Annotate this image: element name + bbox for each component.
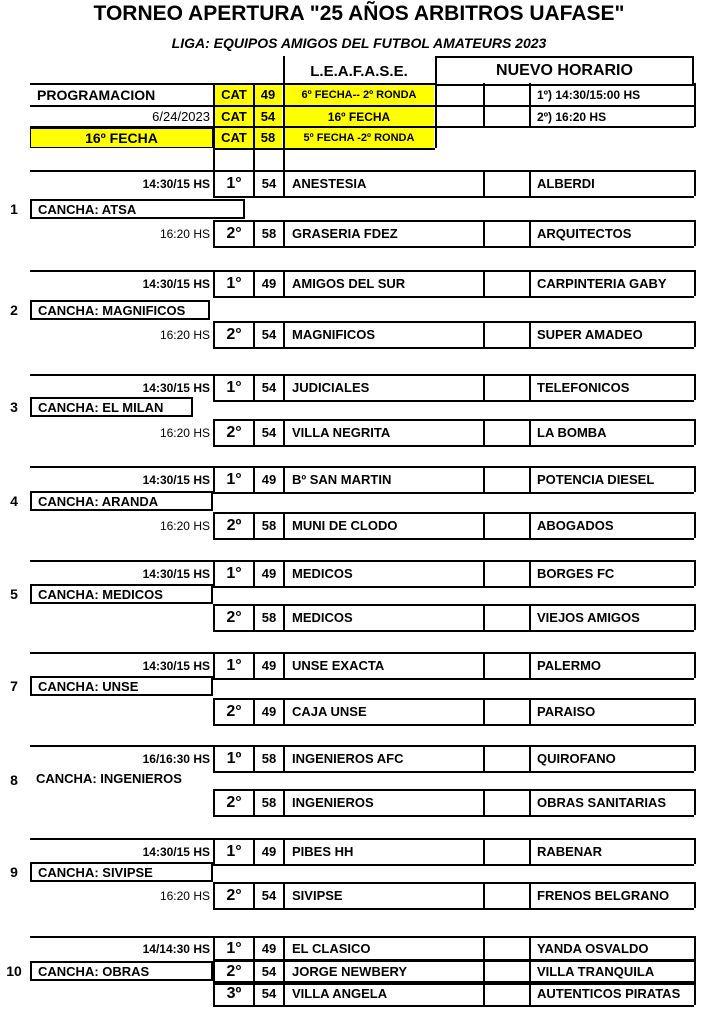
away-team: VILLA TRANQUILA [537, 964, 655, 979]
new-schedule-label: NUEVO HORARIO [496, 62, 633, 79]
match-category: 49 [261, 704, 277, 719]
home-team: AMIGOS DEL SUR [292, 276, 406, 291]
cat-number: 58 [254, 128, 282, 148]
match-category: 49 [261, 941, 277, 956]
match-time: 14:30/15 HS [142, 381, 210, 395]
programacion-label: PROGRAMACION [37, 87, 156, 103]
home-team: VILLA NEGRITA [292, 425, 391, 440]
match-category: 54 [261, 425, 277, 440]
away-team: ABOGADOS [537, 518, 614, 533]
away-team: CARPINTERIA GABY [537, 276, 667, 291]
field-number: 7 [10, 678, 18, 694]
cancha-label: CANCHA: SIVIPSE [30, 862, 213, 882]
match-order: 2º [226, 517, 242, 534]
match-order: 1° [226, 657, 242, 674]
cancha-label: CANCHA: EL MILAN [30, 397, 193, 417]
match-category: 58 [261, 751, 277, 766]
cat-description: 16º FECHA [284, 107, 434, 127]
match-category: 54 [261, 964, 277, 979]
cancha-label: CANCHA: UNSE [30, 676, 213, 696]
home-team: MEDICOS [292, 610, 353, 625]
cancha-label: CANCHA: ARANDA [30, 491, 213, 511]
match-time: 14:30/15 HS [142, 277, 210, 291]
home-team: ANESTESIA [292, 176, 367, 191]
match-category: 58 [261, 610, 277, 625]
match-order: 2° [226, 963, 242, 980]
home-team: MEDICOS [292, 566, 353, 581]
cat-description: 5º FECHA -2º RONDA [284, 128, 434, 148]
away-team: RABENAR [537, 844, 602, 859]
match-order: 2° [226, 609, 242, 626]
match-order: 2° [226, 703, 242, 720]
match-time: 16/16:30 HS [142, 752, 210, 766]
away-team: VIEJOS AMIGOS [537, 610, 640, 625]
home-team: VILLA ANGELA [292, 986, 388, 1001]
match-category: 58 [261, 226, 277, 241]
field-number: 5 [10, 586, 18, 602]
away-team: POTENCIA DIESEL [537, 472, 655, 487]
match-order: 1° [226, 175, 242, 192]
schedule-slot: 1º) 14:30/15:00 HS [537, 88, 641, 102]
match-category: 58 [261, 795, 277, 810]
home-team: JORGE NEWBERY [292, 964, 408, 979]
match-category: 54 [261, 176, 277, 191]
match-order: 3º [226, 985, 242, 1002]
match-category: 54 [261, 327, 277, 342]
match-time: 16:20 HS [159, 426, 210, 440]
field-number: 9 [10, 864, 18, 880]
cat-label: CAT [215, 107, 253, 127]
cat-number: 49 [254, 85, 282, 105]
cat-number: 54 [254, 107, 282, 127]
match-category: 54 [261, 986, 277, 1001]
away-team: ARQUITECTOS [537, 226, 632, 241]
match-order: 2° [226, 424, 242, 441]
field-number: 8 [10, 772, 18, 788]
match-category: 49 [261, 276, 277, 291]
match-time: 14:30/15 HS [142, 567, 210, 581]
cancha-label: CANCHA: MEDICOS [30, 584, 213, 604]
home-team: UNSE EXACTA [292, 658, 385, 673]
match-order: 1° [226, 565, 242, 582]
match-order: 2° [226, 794, 242, 811]
cat-description: 6º FECHA-- 2º RONDA [284, 85, 434, 105]
field-number: 2 [10, 302, 18, 318]
match-category: 58 [261, 518, 277, 533]
home-team: MUNI DE CLODO [292, 518, 398, 533]
match-time: 16:20 HS [159, 519, 210, 533]
home-team: SIVIPSE [292, 888, 343, 903]
home-team: EL CLASICO [292, 941, 371, 956]
league-label: L.E.A.F.A.S.E. [310, 63, 408, 80]
cat-label: CAT [215, 128, 253, 148]
home-team: Bº SAN MARTIN [292, 472, 392, 487]
date-label: 6/24/2023 [152, 109, 210, 124]
cancha-label: CANCHA: INGENIEROS [36, 771, 182, 786]
home-team: INGENIEROS [292, 795, 374, 810]
match-time: 14:30/15 HS [142, 659, 210, 673]
home-team: JUDICIALES [292, 380, 370, 395]
match-order: 1º [226, 750, 242, 767]
match-category: 54 [261, 380, 277, 395]
away-team: BORGES FC [537, 566, 615, 581]
page-title: TORNEO APERTURA "25 AÑOS ARBITROS UAFASE" [93, 2, 625, 25]
match-order: 1° [226, 379, 242, 396]
match-time: 14:30/15 HS [142, 177, 210, 191]
match-category: 54 [261, 888, 277, 903]
schedule-slot: 2º) 16:20 HS [537, 110, 607, 124]
cat-label: CAT [215, 85, 253, 105]
away-team: PARAISO [537, 704, 596, 719]
away-team: ALBERDI [537, 176, 595, 191]
field-number: 4 [10, 493, 18, 509]
match-time: 16:20 HS [159, 889, 210, 903]
match-category: 49 [261, 472, 277, 487]
match-order: 2° [226, 326, 242, 343]
home-team: MAGNIFICOS [292, 327, 376, 342]
match-order: 1° [226, 471, 242, 488]
match-time: 16:20 HS [159, 227, 210, 241]
away-team: SUPER AMADEO [537, 327, 643, 342]
away-team: AUTENTICOS PIRATAS [537, 986, 681, 1001]
away-team: LA BOMBA [537, 425, 607, 440]
home-team: INGENIEROS AFC [292, 751, 404, 766]
away-team: YANDA OSVALDO [537, 941, 649, 956]
away-team: QUIROFANO [537, 751, 616, 766]
home-team: PIBES HH [292, 844, 354, 859]
page-subtitle: LIGA: EQUIPOS AMIGOS DEL FUTBOL AMATEURS 2023 [171, 35, 547, 51]
match-time: 14:30/15 HS [142, 473, 210, 487]
fecha-label: 16º FECHA [30, 128, 213, 148]
away-team: OBRAS SANITARIAS [537, 795, 667, 810]
match-order: 1° [226, 275, 242, 292]
match-category: 49 [261, 658, 277, 673]
match-time: 16:20 HS [159, 328, 210, 342]
away-team: PALERMO [537, 658, 602, 673]
field-number: 3 [10, 399, 18, 415]
field-number: 10 [6, 963, 22, 979]
match-time: 14/14:30 HS [142, 942, 210, 956]
away-team: TELEFONICOS [537, 380, 630, 395]
match-order: 1° [226, 940, 242, 957]
match-category: 49 [261, 844, 277, 859]
home-team: CAJA UNSE [292, 704, 367, 719]
match-time: 14:30/15 HS [142, 845, 210, 859]
match-order: 2° [226, 225, 242, 242]
field-number: 1 [10, 201, 18, 217]
match-order: 2° [226, 887, 242, 904]
match-order: 1° [226, 843, 242, 860]
match-category: 49 [261, 566, 277, 581]
away-team: FRENOS BELGRANO [537, 888, 670, 903]
cancha-label: CANCHA: ATSA [30, 199, 245, 219]
home-team: GRASERIA FDEZ [292, 226, 398, 241]
cancha-label: CANCHA: MAGNIFICOS [30, 300, 210, 320]
cancha-label: CANCHA: OBRAS [30, 961, 213, 981]
